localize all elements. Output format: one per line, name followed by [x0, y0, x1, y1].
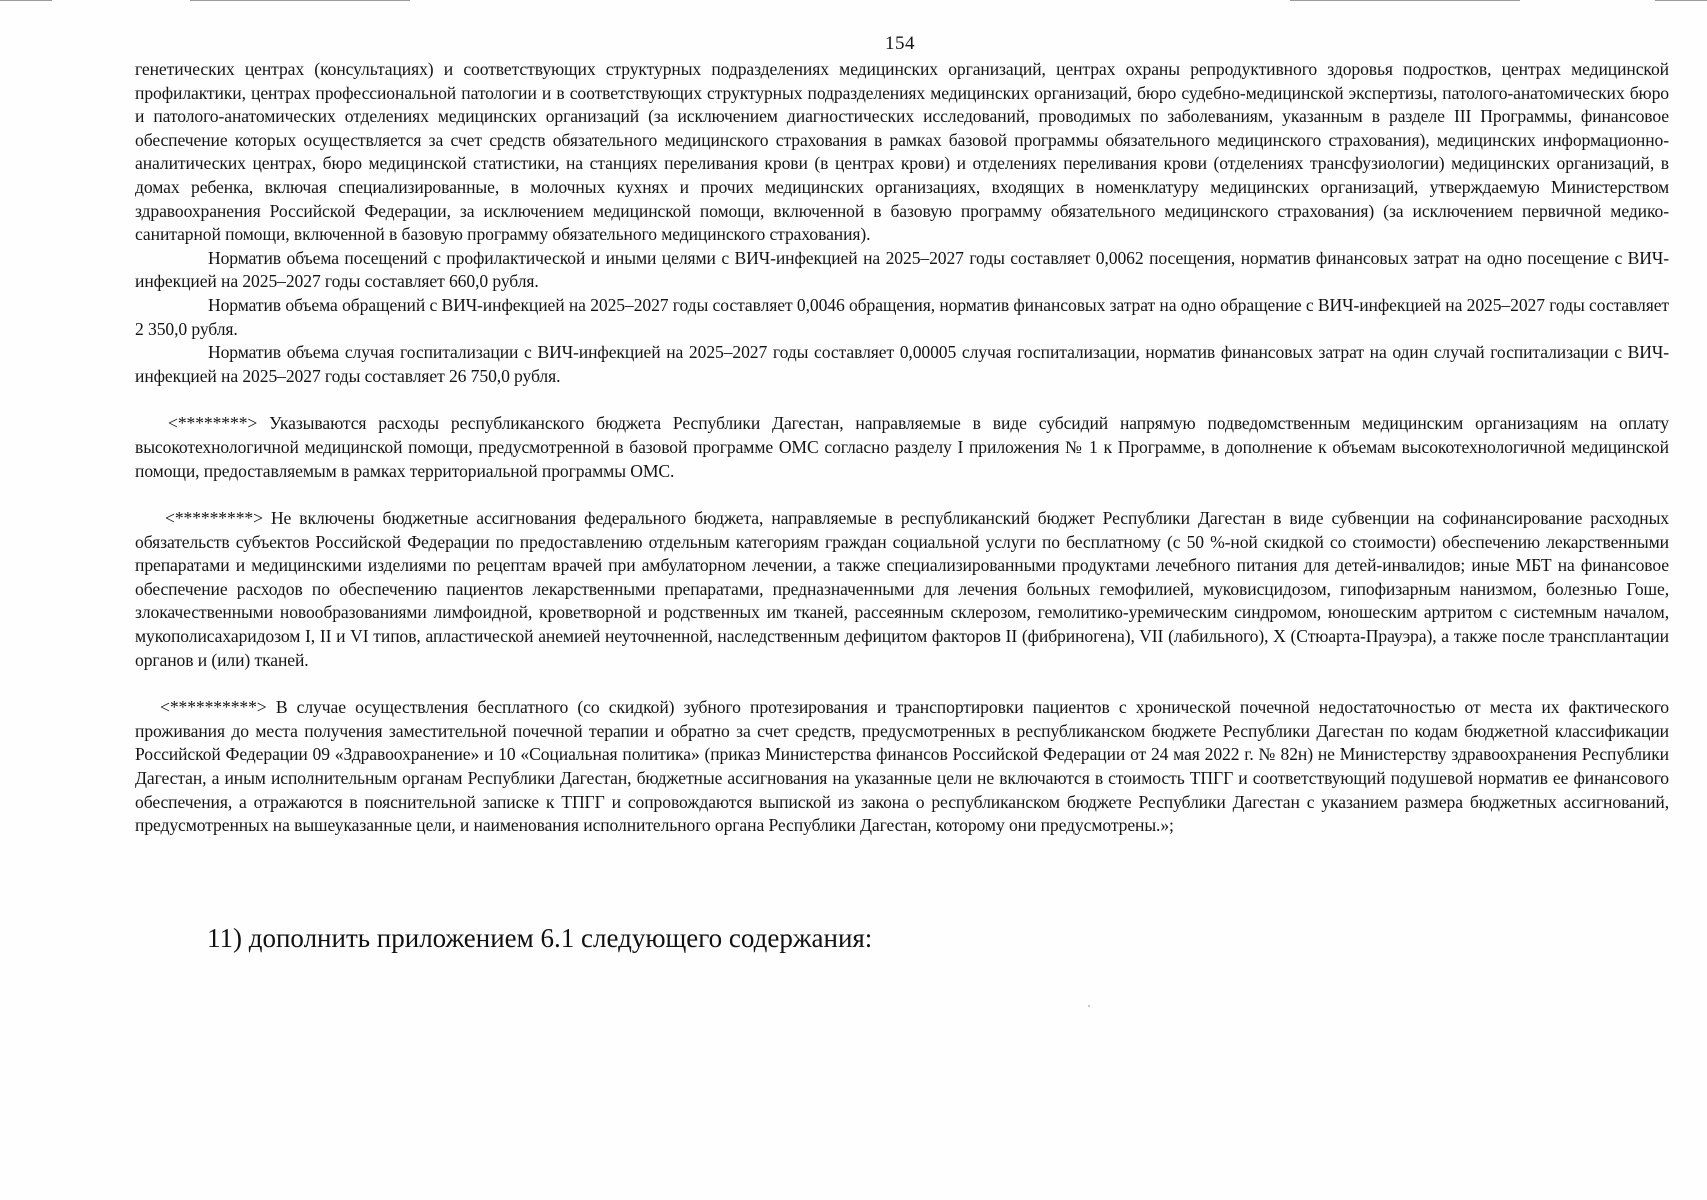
scan-edge-left	[0, 0, 52, 1]
amendment-item-11: 11) дополнить приложением 6.1 следующего содержания:	[207, 923, 873, 953]
scan-speck	[1088, 1005, 1090, 1007]
paragraph-hiv-hospitalization-standard: Норматив объема случая госпитализации с ВИЧ-инфекцией на 2025–2027 годы составляет 0,00005 случая госпитализации, норматив финансовых затрат на один случай госпитализации с ВИЧ-инфекцией на 2025–2027 годы составляет 26 750,0 рубля.	[135, 342, 1669, 386]
document-body	[135, 58, 1669, 838]
footnote-8-asterisks: <********> Указываются расходы республиканского бюджета Республики Дагестан, направляемые в виде субсидий напрямую подведомственным медицинским организациям на оплату высокотехнологичной медицинской помощи, предусмотренной в базовой программе ОМС согласно разделу I приложения № 1 к Программе, в дополнение к объемам высокотехнологичной медицинской помощи, предоставляемым в рамках территориальной программы ОМС.	[135, 413, 1669, 481]
page-number: 154	[885, 33, 915, 54]
paragraph-hiv-appeals-standard: Норматив объема обращений с ВИЧ-инфекцией на 2025–2027 годы составляет 0,0046 обращения, норматив финансовых затрат на одно обращение с ВИЧ-инфекцией на 2025–2027 годы составляет 2 350,0 рубля.	[135, 294, 1669, 339]
scan-edge-right	[1655, 0, 1707, 1]
scan-edge-center-left	[190, 0, 410, 1]
paragraph-hiv-visits-standard: Норматив объема посещений с профилактической и иными целями с ВИЧ-инфекцией на 2025–2027 годы составляет 0,0062 посещения, норматив финансовых затрат на одно посещение с ВИЧ-инфекцией на 2025–2027 годы составляет 660,0 рубля.	[135, 247, 1669, 292]
paragraph-continuation: генетических центрах (консультациях) и соответствующих структурных подразделениях медицинских организаций, центрах охраны репродуктивного здоровья подростков, центрах медицинской профилактики, центрах профессиональной патологии и в соответствующих структурных подразделениях медицинских организаций, бюро судебно-медицинской экспертизы, патолого-анатомических бюро и патолого-анатомических отделениях медицинских организаций (за исключением диагностических исследований, проводимых по заболеваниям, указанным в разделе III Программы, финансовое обеспечение которых осуществляется за счет средств обязательного медицинского страхования в рамках базовой программы обязательного медицинского страхования), медицинских информационно-аналитических центрах, бюро медицинской статистики, на станциях переливания крови (в центрах крови) и отделениях переливания крови (отделениях трансфузиологии) медицинских организаций, в домах ребенка, включая специализированные, в молочных кухнях и прочих медицинских организациях, входящих в номенклатуру медицинских организаций, утверждаемую Министерством здравоохранения Российской Федерации, за исключением медицинской помощи, включенной в базовую программу обязательного медицинского страхования) (за исключением первичной медико-санитарной помощи, включенной в базовую программу обязательного медицинского страхования).	[135, 59, 1669, 245]
footnote-10-asterisks: <**********> В случае осуществления бесплатного (со скидкой) зубного протезирования и транспортировки пациентов с хронической почечной недостаточностью от места их фактического проживания до места получения заместительной почечной терапии и обратно за счет средств, предусмотренных в республиканском бюджете Республики Дагестан по кодам бюджетной классификации Российской Федерации 09 «Здравоохранение» и 10 «Социальная политика» (приказ Министерства финансов Российской Федерации от 24 мая 2022 г. № 82н) не Министерству здравоохранения Республики Дагестан, а иным исполнительным органам Республики Дагестан, бюджетные ассигнования на указанные цели не включаются в стоимость ТПГГ и соответствующий подушевой норматив ее финансового обеспечения, а отражаются в пояснительной записке к ТПГГ и сопровождаются выпиской из закона о республиканском бюджете Республики Дагестан с указанием размера бюджетных ассигнований, предусмотренных на вышеуказанные цели, и наименования исполнительного органа Республики Дагестан, которому они предусмотрены.»;	[135, 697, 1669, 836]
scan-edge-center-right	[1290, 0, 1520, 1]
footnote-9-asterisks: <*********> Не включены бюджетные ассигнования федерального бюджета, направляемые в республиканский бюджет Республики Дагестан в виде субвенции на софинансирование расходных обязательств субъектов Российской Федерации по предоставлению отдельным категориям граждан социальной услуги по бесплатному (с 50 %-ной скидкой со стоимости) обеспечению лекарственными препаратами и медицинскими изделиями по рецептам врачей при амбулаторном лечении, а также специализированными продуктами лечебного питания для детей-инвалидов; иные МБТ на финансовое обеспечение расходов по обеспечению пациентов лекарственными препаратами, предназначенными для лечения больных гемофилией, муковисцидозом, гипофизарным нанизмом, болезнью Гоше, злокачественными новообразованиями лимфоидной, кроветворной и родственных им тканей, рассеянным склерозом, гемолитико-уремическим синдромом, юношеским артритом с системным началом, мукополисахаридозом I, II и VI типов, апластической анемией неуточненной, наследственным дефицитом факторов II (фибриногена), VII (лабильного), X (Стюарта-Прауэра), а также после трансплантации органов и (или) тканей.	[135, 508, 1669, 670]
